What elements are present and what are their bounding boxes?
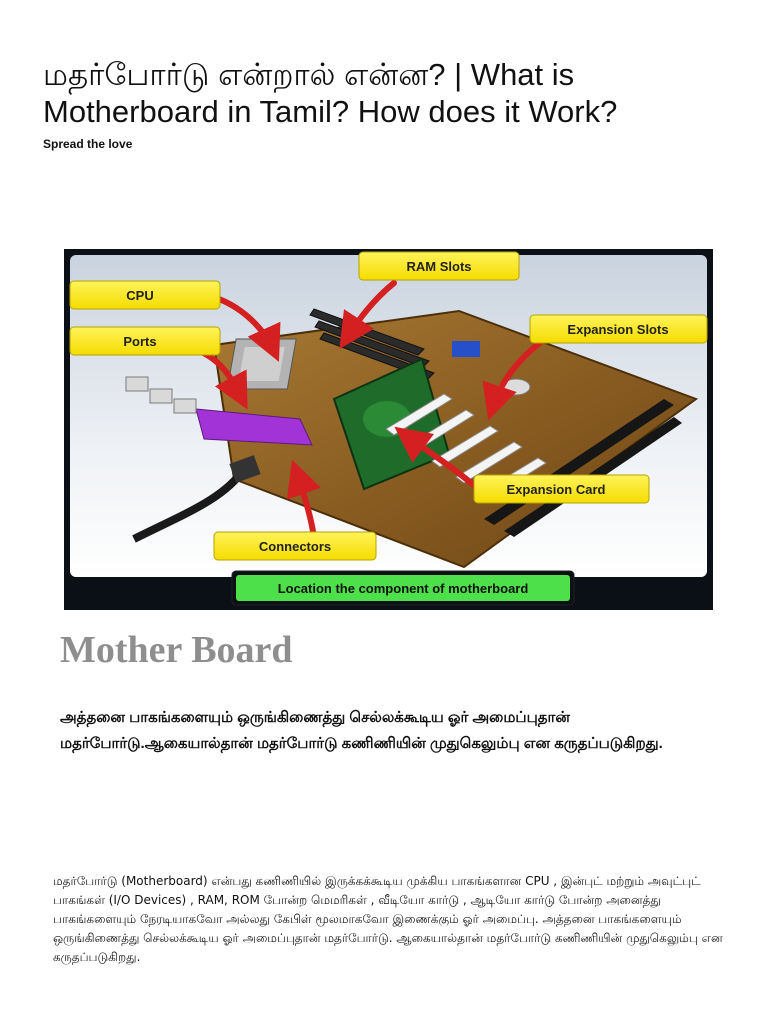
section-heading: Mother Board [60,629,293,671]
label-ram-slots [359,252,519,280]
svg-text:Location the component of moth: Location the component of motherboard [277,581,529,596]
svg-text:Connectors: Connectors [258,539,332,554]
svg-text:CPU: CPU [126,288,154,303]
label-expansion-card [474,475,649,503]
label-cpu [70,281,220,309]
svg-text:Expansion Card: Expansion Card [506,482,606,497]
intro-paragraph: அத்தனை பாகங்களையும் ஒருங்கிணைத்து செல்லக்கூடிய ஓர் அமைப்புதான் மதர்போர்டு.ஆகையால்தான் மதர்போர்டு கணிணியின் முதுகெலும்பு என கருதப்படுகிறது. [60,709,663,752]
svg-text:RAM Slots: RAM Slots [406,259,472,274]
svg-text:Expansion Slots: Expansion Slots [567,322,669,337]
label-ports [70,327,220,355]
diagram-caption [232,571,574,605]
label-expansion-slots [530,315,707,343]
share-label: Spread the love [43,137,133,151]
article-title: மதர்போர்டு என்றால் என்ன? | What is Motherboard in Tamil? How does it Work? [43,57,618,129]
label-connectors [214,532,376,560]
svg-text:Ports: Ports [123,334,157,349]
motherboard-diagram [64,249,713,610]
body-paragraph: மதர்போர்டு (Motherboard) என்பது கணிணியில் இருக்கக்கூடிய முக்கிய பாகங்களான CPU , இன்புட் மற்றும் அவுட்புட் பாகங்கள் (I/O Devices) , RAM, ROM போன்ற மெமரிகள் , வீடியோ கார்டு , ஆடியோ கார்டு போன்ற அனைத்து பாகங்களையும் நேரடியாகவோ அல்லது கேபிள் மூலமாகவோ இணைக்கும் ஓர் அமைப்பு. அத்தனை பாகங்களையும் ஒருங்கிணைத்து செல்லக்கூடிய ஓர் அமைப்புதான் மதர்போர்டு. ஆகையால்தான் மதர்போர்டு கணிணியின் முதுகெலும்பு என கருதப்படுகிறது. [53,874,723,964]
